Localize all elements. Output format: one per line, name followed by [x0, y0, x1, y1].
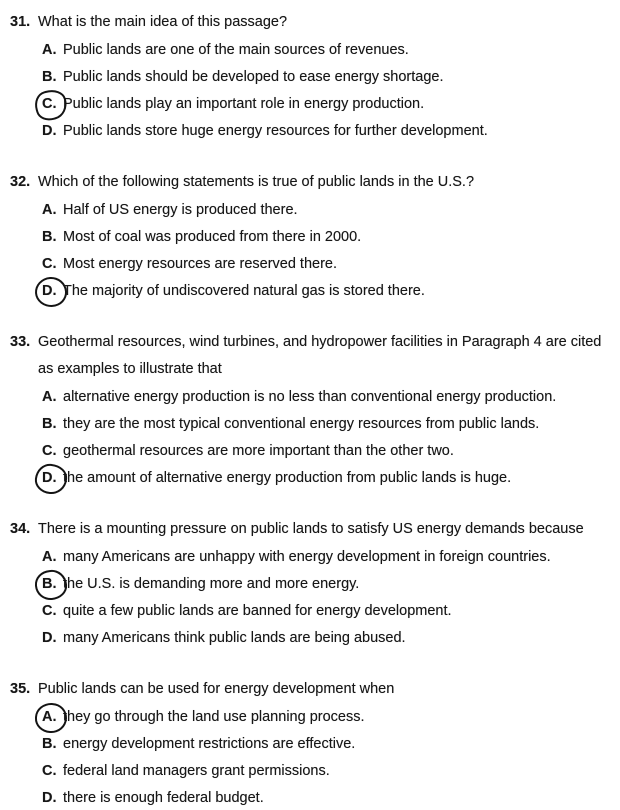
option-letter-circled: D. — [42, 470, 63, 486]
option-text: Most of coal was produced from there in 2000. — [63, 228, 362, 245]
question-number: 32. — [10, 174, 31, 190]
option-row — [10, 784, 614, 810]
question-text: Which of the following statements is true of public lands in the U.S.? — [38, 174, 475, 190]
option-letter: C. — [42, 602, 57, 619]
option-text: there is enough federal budget. — [63, 789, 264, 806]
option-text: Public lands should be developed to ease energy shortage. — [63, 68, 444, 85]
option-text: Most energy resources are reserved there. — [63, 255, 338, 272]
question-text: There is a mounting pressure on public lands to satisfy US energy demands because — [38, 521, 584, 537]
option-letter: B. — [42, 228, 57, 245]
option-row — [10, 117, 614, 144]
question-text: What is the main idea of this passage? — [38, 14, 288, 30]
option-text: they go through the land use planning process. — [63, 708, 365, 725]
option-row — [10, 223, 614, 250]
question-head — [10, 329, 614, 383]
option-row — [10, 597, 614, 624]
option-letter: A. — [42, 41, 57, 58]
question-text: Public lands can be used for energy development when — [38, 681, 395, 697]
question-head — [10, 169, 614, 196]
option-row — [10, 730, 614, 757]
option-letter-circled: D. — [42, 283, 63, 299]
option-row — [10, 437, 614, 464]
option-row — [10, 410, 614, 437]
option-text: many Americans think public lands are being abused. — [63, 629, 406, 646]
option-letter: D. — [42, 122, 57, 139]
option-letter: A. — [42, 388, 57, 405]
option-row — [10, 703, 614, 730]
option-row — [10, 383, 614, 410]
option-letter: C. — [42, 762, 57, 779]
option-letter: B. — [42, 68, 57, 85]
option-text: Half of US energy is produced there. — [63, 201, 298, 218]
question-32 — [10, 169, 614, 304]
option-text: geothermal resources are more important than the other two. — [63, 442, 454, 459]
option-text: Public lands are one of the main sources of revenues. — [63, 41, 409, 58]
option-letter: B. — [42, 415, 57, 432]
option-row — [10, 63, 614, 90]
option-letter-circled: B. — [42, 576, 63, 592]
option-row — [10, 250, 614, 277]
question-head — [10, 9, 614, 36]
option-letter: A. — [42, 201, 57, 218]
scanned-test-page — [10, 9, 614, 810]
option-row — [10, 624, 614, 651]
question-head — [10, 676, 614, 703]
question-number: 31. — [10, 14, 31, 30]
option-text: they are the most typical conventional energy resources from public lands. — [63, 415, 540, 432]
option-letter-circled: C. — [42, 96, 63, 112]
option-text: Public lands play an important role in energy production. — [63, 95, 425, 112]
option-text: alternative energy production is no less than conventional energy production. — [63, 388, 557, 405]
option-letter: C. — [42, 442, 57, 459]
option-letter-circled: A. — [42, 709, 63, 725]
option-row — [10, 196, 614, 223]
option-letter: C. — [42, 255, 57, 272]
option-row — [10, 464, 614, 491]
question-number: 33. — [10, 334, 31, 350]
question-head — [10, 516, 614, 543]
option-text: the U.S. is demanding more and more energy. — [63, 575, 360, 592]
option-letter: D. — [42, 629, 57, 646]
option-text: federal land managers grant permissions. — [63, 762, 330, 779]
question-33 — [10, 329, 614, 491]
option-row — [10, 543, 614, 570]
question-34 — [10, 516, 614, 651]
option-row — [10, 90, 614, 117]
question-number: 35. — [10, 681, 31, 697]
option-letter: B. — [42, 735, 57, 752]
option-row — [10, 570, 614, 597]
option-row — [10, 757, 614, 784]
option-text: the amount of alternative energy production from public lands is huge. — [63, 469, 512, 486]
option-text: energy development restrictions are effective. — [63, 735, 356, 752]
option-letter: D. — [42, 789, 57, 806]
option-text: many Americans are unhappy with energy development in foreign countries. — [63, 548, 551, 565]
option-text: quite a few public lands are banned for energy development. — [63, 602, 452, 619]
option-row — [10, 277, 614, 304]
question-number: 34. — [10, 521, 31, 537]
question-31 — [10, 9, 614, 144]
question-text: Geothermal resources, wind turbines, and hydropower facilities in Paragraph 4 are cited as examples to illustrate that — [38, 334, 602, 377]
option-text: Public lands store huge energy resources for further development. — [63, 122, 488, 139]
option-row — [10, 36, 614, 63]
option-text: The majority of undiscovered natural gas is stored there. — [63, 282, 425, 299]
question-35 — [10, 676, 614, 810]
option-letter: A. — [42, 548, 57, 565]
